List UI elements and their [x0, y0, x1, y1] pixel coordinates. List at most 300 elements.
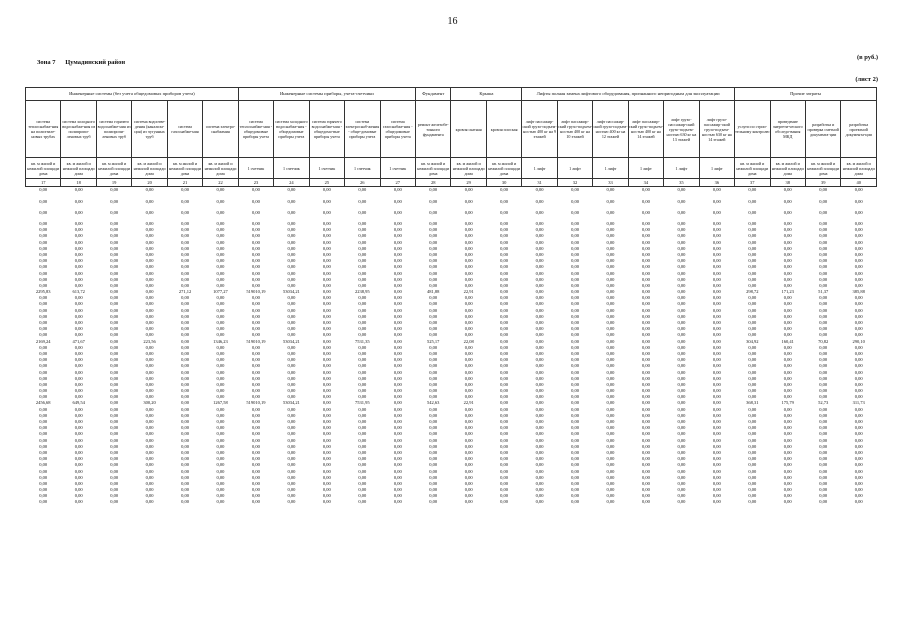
table-cell: 0,00 [641, 474, 650, 480]
table-cell: 0,00 [39, 462, 48, 468]
table-cell: 0,00 [39, 412, 48, 418]
table-cell: 0,00 [464, 425, 473, 431]
table-cell: 0,00 [322, 307, 331, 313]
table-cell: 0,00 [571, 270, 579, 276]
table-cell: 385,88 [852, 289, 865, 295]
table-cell: 0,00 [322, 437, 331, 443]
table-cell: 0,00 [181, 425, 189, 431]
table-cell: 0,00 [748, 363, 757, 369]
table-cell: 0,00 [500, 394, 509, 400]
table-cell: 0,00 [641, 338, 650, 344]
table-cell: 0,00 [287, 487, 296, 493]
column-header: система водоотве-дения (канализа-ция) из чугунных труб [132, 101, 167, 158]
table-cell: 0,00 [74, 251, 83, 257]
table-cell: 0,00 [322, 251, 331, 257]
table-cell: 0,00 [819, 375, 828, 381]
table-cell: 0,00 [216, 282, 225, 288]
table-cell: 0,00 [819, 270, 828, 276]
table-cell: 7531,35 [354, 338, 370, 344]
unit-header: кв. м жилой и нежилой площади дома [26, 158, 61, 179]
table-cell: 0,00 [464, 209, 473, 215]
table-cell: 0,00 [712, 295, 721, 301]
table-cell: 0,00 [429, 209, 438, 215]
table-cell: 0,00 [748, 437, 757, 443]
table-cell: 0,00 [39, 270, 48, 276]
table-cell: 0,00 [322, 313, 331, 319]
table-cell: 0,00 [216, 487, 225, 493]
table-cell: 0,00 [748, 198, 757, 204]
table-cell: 0,00 [181, 443, 189, 449]
table-cell: 0,00 [783, 388, 792, 394]
table-cell: 0,00 [393, 233, 402, 239]
table-cell: 0,00 [819, 258, 828, 264]
table-cell: 0,00 [606, 301, 615, 307]
table-cell: 0,00 [74, 480, 83, 486]
table-cell: 0,00 [216, 431, 225, 437]
table-cell: 471,67 [72, 338, 85, 344]
table-cell: 0,00 [358, 474, 367, 480]
table-cell: 0,00 [252, 270, 260, 276]
table-cell: 0,00 [39, 357, 48, 363]
table-cell: 0,00 [677, 381, 686, 387]
table-cell: 0,00 [358, 295, 367, 301]
table-cell: 0,00 [571, 363, 579, 369]
table-cell: 0,00 [429, 493, 438, 499]
table-cell: 0,00 [358, 187, 367, 193]
table-cell: 0,00 [393, 437, 402, 443]
table-cell: 0,00 [571, 301, 579, 307]
column-header: лифт грузо-пассажир-ский грузо-подъем-ностью 630 кг на 13 этажей [664, 101, 699, 158]
table-cell: 0,00 [216, 449, 225, 455]
table-cell: 0,00 [500, 320, 509, 326]
table-cell: 0,00 [677, 276, 686, 282]
table-cell: 0,00 [252, 449, 260, 455]
table-cell: 0,00 [181, 245, 189, 251]
table-cell: 0,00 [500, 499, 509, 505]
table-cell: 0,00 [854, 456, 863, 462]
table-cell: 0,00 [606, 493, 615, 499]
column-header: лифт грузо-пассажир-ский грузо-подъем-ностью 630 кг на 14 этажей [699, 101, 734, 158]
table-cell: 0,00 [854, 468, 863, 474]
table-cell: 0,00 [571, 276, 579, 282]
table-cell: 0,00 [819, 487, 828, 493]
table-cell: 0,00 [252, 493, 260, 499]
table-cell: 0,00 [606, 350, 615, 356]
table-cell: 0,00 [748, 350, 757, 356]
table-cell: 0,00 [39, 307, 48, 313]
table-cell: 0,00 [322, 375, 331, 381]
table-cell: 0,00 [110, 209, 119, 215]
table-cell: 0,00 [500, 375, 509, 381]
table-cell: 0,00 [571, 462, 579, 468]
table-cell: 0,00 [110, 437, 119, 443]
table-cell: 0,00 [819, 344, 828, 350]
table-cell: 0,00 [571, 499, 579, 505]
unit-header: 1 лифт [664, 158, 699, 179]
table-cell: 0,00 [854, 233, 863, 239]
table-cell: 0,00 [181, 357, 189, 363]
table-cell: 0,00 [110, 449, 119, 455]
table-cell: 0,00 [358, 456, 367, 462]
table-cell: 0,00 [145, 493, 154, 499]
table-cell: 0,00 [748, 313, 757, 319]
table-cell: 0,00 [712, 301, 721, 307]
column-header: кровля скатная [451, 101, 486, 158]
table-cell: 0,00 [535, 357, 544, 363]
table-cell: 0,00 [287, 388, 296, 394]
table-cell: 0,00 [464, 499, 473, 505]
table-cell: 0,00 [712, 431, 721, 437]
table-cell: 0,00 [712, 468, 721, 474]
table-cell: 0,00 [641, 258, 650, 264]
table-cell: 0,00 [429, 301, 438, 307]
table-cell: 0,00 [854, 474, 863, 480]
table-cell: 0,00 [39, 480, 48, 486]
table-cell: 0,00 [819, 307, 828, 313]
table-cell: 0,00 [748, 301, 757, 307]
table-cell: 0,00 [145, 332, 154, 338]
table-cell: 0,00 [535, 462, 544, 468]
table-cell: 0,00 [641, 307, 650, 313]
table-cell: 0,00 [74, 474, 83, 480]
table-cell: 0,00 [216, 456, 225, 462]
table-cell: 0,00 [216, 412, 225, 418]
table-cell: 0,00 [39, 326, 48, 332]
table-cell: 0,00 [252, 276, 260, 282]
table-cell: 0,00 [322, 487, 331, 493]
table-cell: 519010,19 [246, 400, 266, 406]
column-header: система горячего водоснабже-ния из полипропи-леновых труб [96, 101, 131, 158]
table-cell: 0,00 [854, 282, 863, 288]
table-cell: 0,00 [216, 270, 225, 276]
table-cell: 0,00 [606, 381, 615, 387]
table-cell: 0,00 [464, 381, 473, 387]
table-cell: 0,00 [181, 221, 189, 227]
table-cell: 0,00 [39, 251, 48, 257]
table-cell: 0,00 [393, 462, 402, 468]
table-cell: 0,00 [677, 388, 686, 394]
table-cell: 0,00 [783, 258, 792, 264]
table-cell: 0,00 [39, 295, 48, 301]
table-cell: 0,00 [252, 425, 260, 431]
table-cell: 0,00 [393, 350, 402, 356]
table-cell: 0,00 [429, 375, 438, 381]
table-cell: 0,00 [74, 381, 83, 387]
table-cell: 0,00 [252, 394, 260, 400]
table-cell: 2238,95 [354, 289, 370, 295]
table-cell: 0,00 [571, 338, 579, 344]
table-cell: 0,00 [677, 233, 686, 239]
table-cell: 0,00 [641, 462, 650, 468]
table-cell: 0,00 [358, 388, 367, 394]
table-cell: 0,00 [464, 388, 473, 394]
table-cell: 0,00 [393, 375, 402, 381]
table-cell: 0,00 [393, 480, 402, 486]
table-cell: 0,00 [854, 406, 863, 412]
table-cell: 0,00 [712, 499, 721, 505]
table-cell: 0,00 [322, 425, 331, 431]
table-cell: 0,00 [322, 276, 331, 282]
table-cell: 0,00 [854, 443, 863, 449]
table-cell: 0,00 [641, 443, 650, 449]
table-cell: 0,00 [252, 245, 260, 251]
table-cell: 0,00 [500, 326, 509, 332]
table-cell: 0,00 [429, 350, 438, 356]
table-cell: 0,00 [712, 313, 721, 319]
table-cell: 0,00 [74, 221, 83, 227]
table-cell: 0,00 [783, 295, 792, 301]
table-cell: 0,00 [393, 270, 402, 276]
cost-table [25, 87, 877, 505]
table-cell: 0,00 [641, 480, 650, 486]
table-cell: 0,00 [74, 313, 83, 319]
column-number: 38 [770, 179, 805, 187]
table-cell: 0,00 [429, 462, 438, 468]
table-cell: 0,00 [712, 258, 721, 264]
table-cell: 0,00 [145, 462, 154, 468]
table-cell: 0,00 [74, 344, 83, 350]
table-cell: 0,00 [712, 357, 721, 363]
table-cell: 0,00 [39, 239, 48, 245]
table-cell: 0,00 [819, 326, 828, 332]
table-cell: 0,00 [252, 239, 260, 245]
table-cell: 0,00 [39, 419, 48, 425]
table-cell: 0,00 [783, 443, 792, 449]
table-cell: 0,00 [748, 406, 757, 412]
table-cell: 0,00 [535, 350, 544, 356]
table-cell: 0,00 [500, 456, 509, 462]
table-cell: 0,00 [110, 468, 119, 474]
table-cell: 0,00 [571, 221, 579, 227]
table-cell: 0,00 [677, 258, 686, 264]
table-cell: 0,00 [287, 239, 296, 245]
table-cell: 0,00 [783, 227, 792, 233]
table-cell: 0,00 [535, 221, 544, 227]
table-cell: 0,00 [322, 369, 331, 375]
table-cell: 0,00 [819, 320, 828, 326]
table-cell: 0,00 [358, 245, 367, 251]
table-cell: 0,00 [606, 270, 615, 276]
table-cell: 0,00 [500, 369, 509, 375]
table-cell: 0,00 [571, 369, 579, 375]
table-cell: 0,00 [429, 363, 438, 369]
table-cell: 0,00 [145, 209, 154, 215]
table-cell: 160,41 [781, 338, 794, 344]
table-cell: 0,00 [854, 499, 863, 505]
table-cell: 0,00 [571, 468, 579, 474]
table-cell: 0,00 [819, 468, 828, 474]
table-cell: 0,00 [535, 456, 544, 462]
table-cell: 0,00 [322, 406, 331, 412]
table-cell: 0,00 [854, 344, 863, 350]
table-cell: 0,00 [74, 456, 83, 462]
table-cell: 0,00 [783, 394, 792, 400]
table-cell: 0,00 [677, 363, 686, 369]
table-cell: 0,00 [358, 301, 367, 307]
table-cell: 0,00 [358, 357, 367, 363]
table-cell: 0,00 [748, 431, 757, 437]
table-cell: 0,00 [393, 487, 402, 493]
table-cell: 0,00 [252, 221, 260, 227]
table-cell: 0,00 [145, 369, 154, 375]
table-cell: 0,00 [571, 431, 579, 437]
table-cell: 0,00 [535, 227, 544, 233]
table-cell: 0,00 [287, 369, 296, 375]
table-cell: 0,00 [74, 239, 83, 245]
table-cell: 0,00 [110, 425, 119, 431]
table-cell: 0,00 [358, 276, 367, 282]
table-cell: 0,00 [358, 394, 367, 400]
table-cell: 0,00 [819, 431, 828, 437]
table-cell: 0,00 [854, 369, 863, 375]
table-cell: 0,00 [110, 499, 119, 505]
table-cell: 0,00 [322, 320, 331, 326]
table-cell: 0,00 [606, 264, 615, 270]
table-cell: 0,00 [145, 449, 154, 455]
table-cell: 0,00 [287, 350, 296, 356]
table-cell: 223,56 [143, 338, 156, 344]
table-cell: 0,00 [712, 363, 721, 369]
table-cell: 0,00 [606, 443, 615, 449]
table-cell: 0,00 [322, 245, 331, 251]
table-cell: 0,00 [393, 443, 402, 449]
table-cell: 0,00 [464, 307, 473, 313]
table-cell: 0,00 [145, 344, 154, 350]
table-cell: 0,00 [287, 221, 296, 227]
table-cell: 0,00 [854, 381, 863, 387]
table-cell: 0,00 [606, 295, 615, 301]
column-header: система горячего водоснабже-ния - общедомо-вые приборы учета [309, 101, 344, 158]
table-row [26, 499, 877, 505]
table-cell: 0,00 [819, 456, 828, 462]
table-cell: 0,00 [393, 474, 402, 480]
table-cell: 0,00 [429, 499, 438, 505]
table-cell: 0,00 [500, 344, 509, 350]
column-number: 28 [415, 179, 450, 187]
table-cell: 0,00 [145, 187, 154, 193]
table-cell: 0,00 [464, 431, 473, 437]
table-cell: 0,00 [712, 326, 721, 332]
table-cell: 0,00 [571, 332, 579, 338]
table-cell: 0,00 [464, 363, 473, 369]
table-cell: 0,00 [252, 282, 260, 288]
table-cell: 0,00 [74, 375, 83, 381]
table-cell: 0,00 [677, 499, 686, 505]
table-cell: 0,00 [854, 363, 863, 369]
table-cell: 0,00 [677, 344, 686, 350]
table-cell: 0,00 [854, 209, 863, 215]
table-cell: 0,00 [606, 456, 615, 462]
table-cell: 0,00 [571, 245, 579, 251]
table-cell: 0,00 [74, 493, 83, 499]
table-cell: 0,00 [429, 221, 438, 227]
table-cell: 0,00 [500, 400, 509, 406]
table-cell: 0,00 [287, 209, 296, 215]
group-header: Инженерные системы (без учета общедомовых приборов учета) [26, 88, 239, 101]
table-cell: 0,00 [322, 227, 331, 233]
table-cell: 0,00 [252, 437, 260, 443]
column-number: 24 [274, 179, 309, 187]
table-cell: 0,00 [358, 431, 367, 437]
table-cell: 0,00 [500, 443, 509, 449]
table-cell: 0,00 [39, 456, 48, 462]
table-cell: 0,00 [287, 307, 296, 313]
table-cell: 0,00 [252, 412, 260, 418]
table-cell: 0,00 [535, 363, 544, 369]
table-cell: 0,00 [74, 468, 83, 474]
table-cell: 0,00 [252, 381, 260, 387]
table-cell: 0,00 [429, 332, 438, 338]
table-cell: 0,00 [322, 264, 331, 270]
table-cell: 0,00 [606, 406, 615, 412]
table-cell: 0,00 [677, 209, 686, 215]
table-cell: 0,00 [287, 301, 296, 307]
table-cell: 0,00 [181, 320, 189, 326]
table-cell: 0,00 [393, 394, 402, 400]
table-cell: 0,00 [145, 313, 154, 319]
unit-header: кв. м жилой и нежилой площади дома [770, 158, 805, 179]
table-cell: 0,00 [500, 307, 509, 313]
table-cell: 0,00 [712, 425, 721, 431]
table-cell: 0,00 [393, 282, 402, 288]
table-cell: 0,00 [819, 239, 828, 245]
group-header: Лифты полная замена лифтового оборудования, признанного непригодным для эксплуатации [522, 88, 735, 101]
column-header: система электроснаб-жения - обще-домовые приборы учета [345, 101, 380, 158]
table-cell: 0,00 [571, 357, 579, 363]
table-cell: 0,00 [464, 449, 473, 455]
table-cell: 0,00 [712, 338, 721, 344]
table-cell: 70,82 [818, 338, 829, 344]
table-cell: 0,00 [216, 209, 225, 215]
table-cell: 0,00 [535, 468, 544, 474]
table-cell: 0,00 [358, 264, 367, 270]
table-cell: 0,00 [677, 456, 686, 462]
table-cell: 0,00 [571, 437, 579, 443]
table-cell: 0,00 [641, 332, 650, 338]
table-cell: 0,00 [748, 233, 757, 239]
table-cell: 0,00 [783, 270, 792, 276]
table-cell: 0,00 [748, 480, 757, 486]
table-cell: 0,00 [819, 388, 828, 394]
table-cell: 0,00 [748, 270, 757, 276]
table-cell: 0,00 [500, 227, 509, 233]
table-cell: 0,00 [571, 282, 579, 288]
table-cell: 0,00 [854, 375, 863, 381]
table-cell: 0,00 [393, 227, 402, 233]
table-cell: 0,00 [110, 462, 119, 468]
table-cell: 0,00 [571, 264, 579, 270]
table-cell: 0,00 [74, 270, 83, 276]
table-cell: 0,00 [571, 307, 579, 313]
table-cell: 0,00 [110, 198, 119, 204]
table-cell: 0,00 [464, 198, 473, 204]
table-cell: 0,00 [393, 425, 402, 431]
table-cell: 0,00 [464, 221, 473, 227]
table-cell: 0,00 [216, 468, 225, 474]
table-cell: 0,00 [500, 480, 509, 486]
table-cell: 0,00 [500, 239, 509, 245]
column-header: система газоснабже-ния [167, 101, 202, 158]
table-cell: 0,00 [287, 282, 296, 288]
column-header: ремонт железобе-тонного фундамента [415, 101, 450, 158]
table-cell: 0,00 [216, 443, 225, 449]
table-cell: 0,00 [145, 245, 154, 251]
table-cell: 0,00 [606, 425, 615, 431]
table-cell: 0,00 [393, 209, 402, 215]
table-cell: 0,00 [322, 493, 331, 499]
table-cell: 0,00 [429, 187, 438, 193]
table-cell: 0,00 [783, 233, 792, 239]
